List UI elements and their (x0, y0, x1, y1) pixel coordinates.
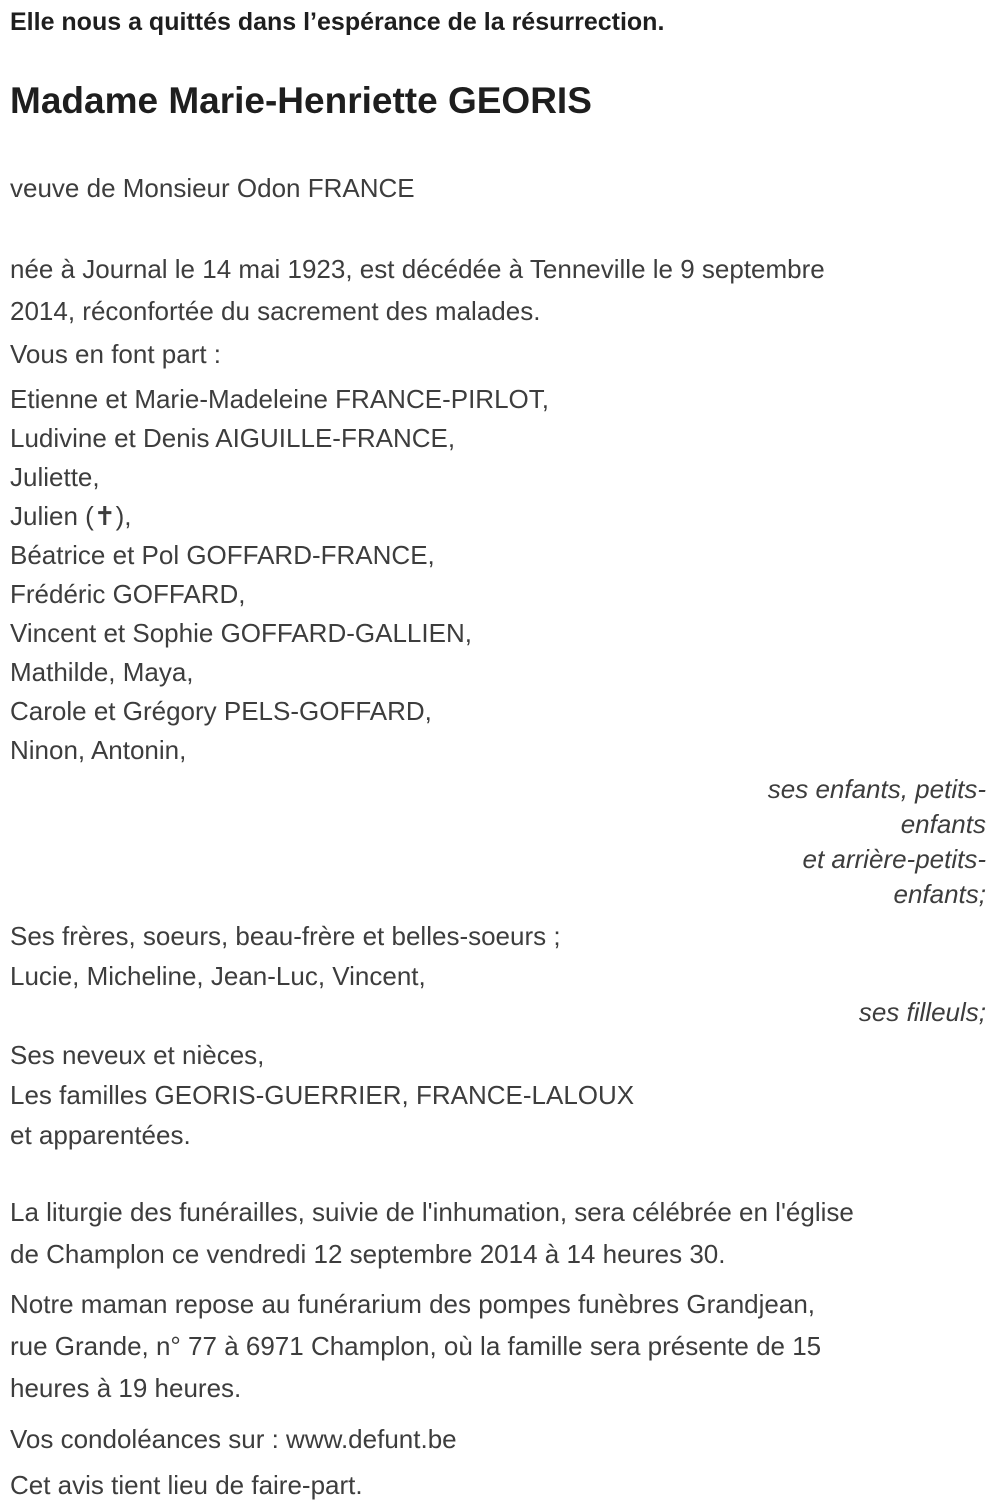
relatives-line: Ses neveux et nièces, (10, 1040, 265, 1070)
family-member-line: Frédéric GOFFARD, (10, 579, 246, 609)
family-list (10, 380, 986, 770)
death-details (10, 248, 986, 332)
godchildren-role-note: ses filleuls; (858, 997, 986, 1027)
condolences-line: Vos condoléances sur : www.defunt.be (10, 1424, 457, 1454)
family-member-line: Etienne et Marie-Madeleine FRANCE-PIRLOT, (10, 384, 549, 414)
family-role-line: et arrière-petits- (802, 844, 986, 874)
family-member-line: Carole et Grégory PELS-GOFFARD, (10, 696, 432, 726)
repose-line: rue Grande, n° 77 à 6971 Champlon, où la famille sera présente de 15 (10, 1331, 822, 1361)
family-role-line: enfants (900, 809, 986, 839)
family-member-line: Ninon, Antonin, (10, 735, 187, 765)
ceremony-details (10, 1191, 986, 1275)
family-member-line: Juliette, (10, 462, 100, 492)
family-member-line: Béatrice et Pol GOFFARD-FRANCE, (10, 540, 435, 570)
godchildren-names-line: Lucie, Micheline, Jean-Luc, Vincent, (10, 961, 426, 991)
epigraph-text: Elle nous a quittés dans l’espérance de la résurrection. (10, 8, 665, 36)
family-member-line: Julien (✝), (10, 501, 132, 531)
family-role-line: ses enfants, petits- (767, 774, 986, 804)
repose-line: heures à 19 heures. (10, 1373, 242, 1403)
closing-line: Cet avis tient lieu de faire-part. (10, 1470, 363, 1500)
death-details-line: née à Journal le 14 mai 1923, est décédée à Tenneville le 9 septembre (10, 254, 825, 284)
repose-details (10, 1283, 986, 1409)
family-role-line: enfants; (893, 879, 986, 909)
relationship-line: veuve de Monsieur Odon FRANCE (10, 173, 415, 203)
family-member-line: Ludivine et Denis AIGUILLE-FRANCE, (10, 423, 456, 453)
announcement-intro: Vous en font part : (10, 339, 222, 369)
ceremony-line: La liturgie des funérailles, suivie de l'inhumation, sera célébrée en l'église (10, 1197, 854, 1227)
relatives-line: Les familles GEORIS-GUERRIER, FRANCE-LALOUX (10, 1080, 635, 1110)
ceremony-line: de Champlon ce vendredi 12 septembre 2014 à 14 heures 30. (10, 1239, 726, 1269)
siblings-line: Ses frères, soeurs, beau-frère et belles-soeurs ; (10, 921, 561, 951)
repose-line: Notre maman repose au funérarium des pompes funèbres Grandjean, (10, 1289, 815, 1319)
family-role-note (10, 772, 986, 912)
deceased-name: Madame Marie-Henriette GEORIS (10, 80, 592, 121)
family-member-line: Mathilde, Maya, (10, 657, 194, 687)
relatives-line: et apparentées. (10, 1120, 191, 1150)
family-member-line: Vincent et Sophie GOFFARD-GALLIEN, (10, 618, 472, 648)
relatives-list (10, 1035, 986, 1155)
death-details-line: 2014, réconfortée du sacrement des malades. (10, 296, 541, 326)
